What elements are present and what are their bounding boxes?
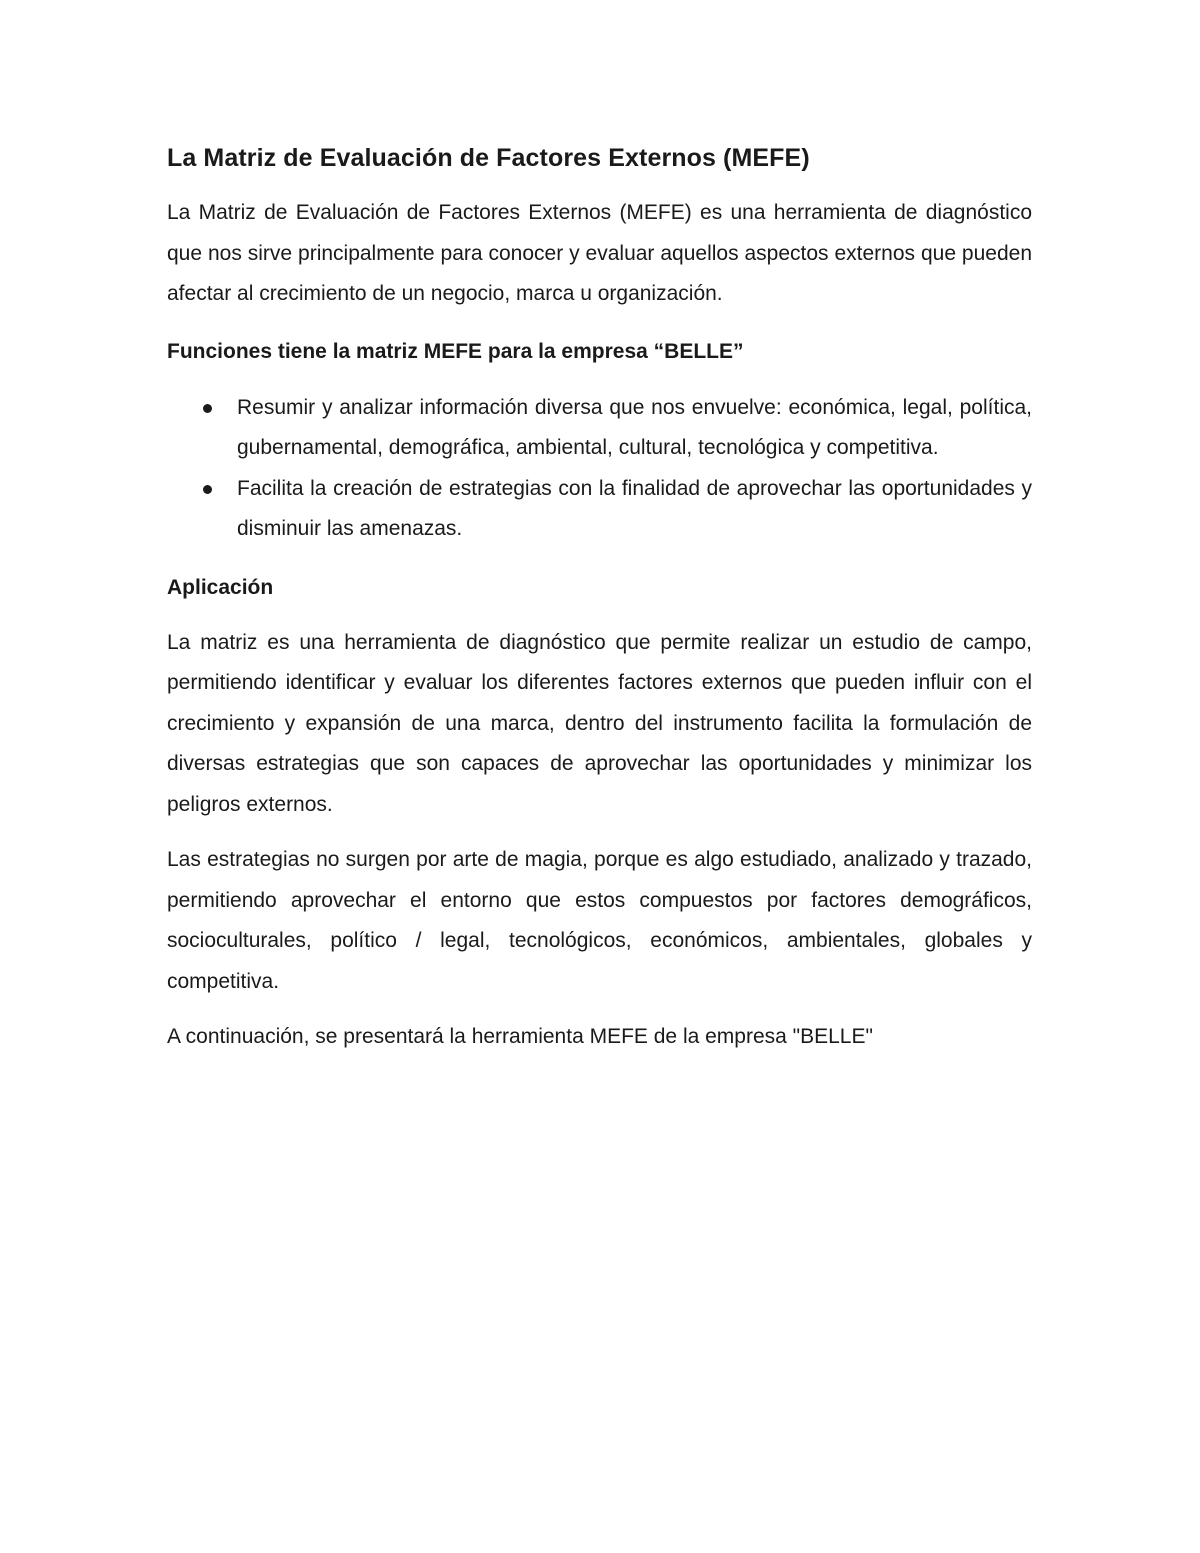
list-item-text: Resumir y analizar información diversa que nos envuelve: económica, legal, política, gubernamental, demográfica, ambiental, cultural, tecnológica y competitiva. <box>237 395 1032 459</box>
application-paragraph: La matriz es una herramienta de diagnóstico que permite realizar un estudio de campo, permitiendo identificar y evaluar los diferentes factores externos que pueden influir con el crecimiento y expansión de una marca, dentro del instrumento facilita la formulación de diversas estrategias que son capaces de aprovechar las oportunidades y minimizar los peligros externos. <box>167 630 1032 816</box>
functions-list <box>167 388 1032 550</box>
functions-heading: Funciones tiene la matriz MEFE para la empresa “BELLE” <box>167 339 744 363</box>
bullet-icon <box>203 404 212 413</box>
document-title: La Matriz de Evaluación de Factores Externos (MEFE) <box>167 144 810 172</box>
application-heading: Aplicación <box>167 575 274 599</box>
list-item <box>167 469 1032 550</box>
intro-paragraph: La Matriz de Evaluación de Factores Externos (MEFE) es una herramienta de diagnóstico que nos sirve principalmente para conocer y evaluar aquellos aspectos externos que pueden afectar al crecimiento de un negocio, marca u organización. <box>167 201 1032 305</box>
list-item <box>167 388 1032 469</box>
closing-paragraph: A continuación, se presentará la herramienta MEFE de la empresa "BELLE" <box>167 1025 873 1048</box>
document-body <box>167 138 1032 1058</box>
strategies-paragraph: Las estrategias no surgen por arte de magia, porque es algo estudiado, analizado y trazado, permitiendo aprovechar el entorno que estos compuestos por factores demográficos, socioculturales, político / legal, tecnológicos, económicos, ambientales, globales y competitiva. <box>167 848 1032 993</box>
list-item-text: Facilita la creación de estrategias con la finalidad de aprovechar las oportunidades y disminuir las amenazas. <box>237 476 1032 540</box>
bullet-icon <box>203 485 212 494</box>
